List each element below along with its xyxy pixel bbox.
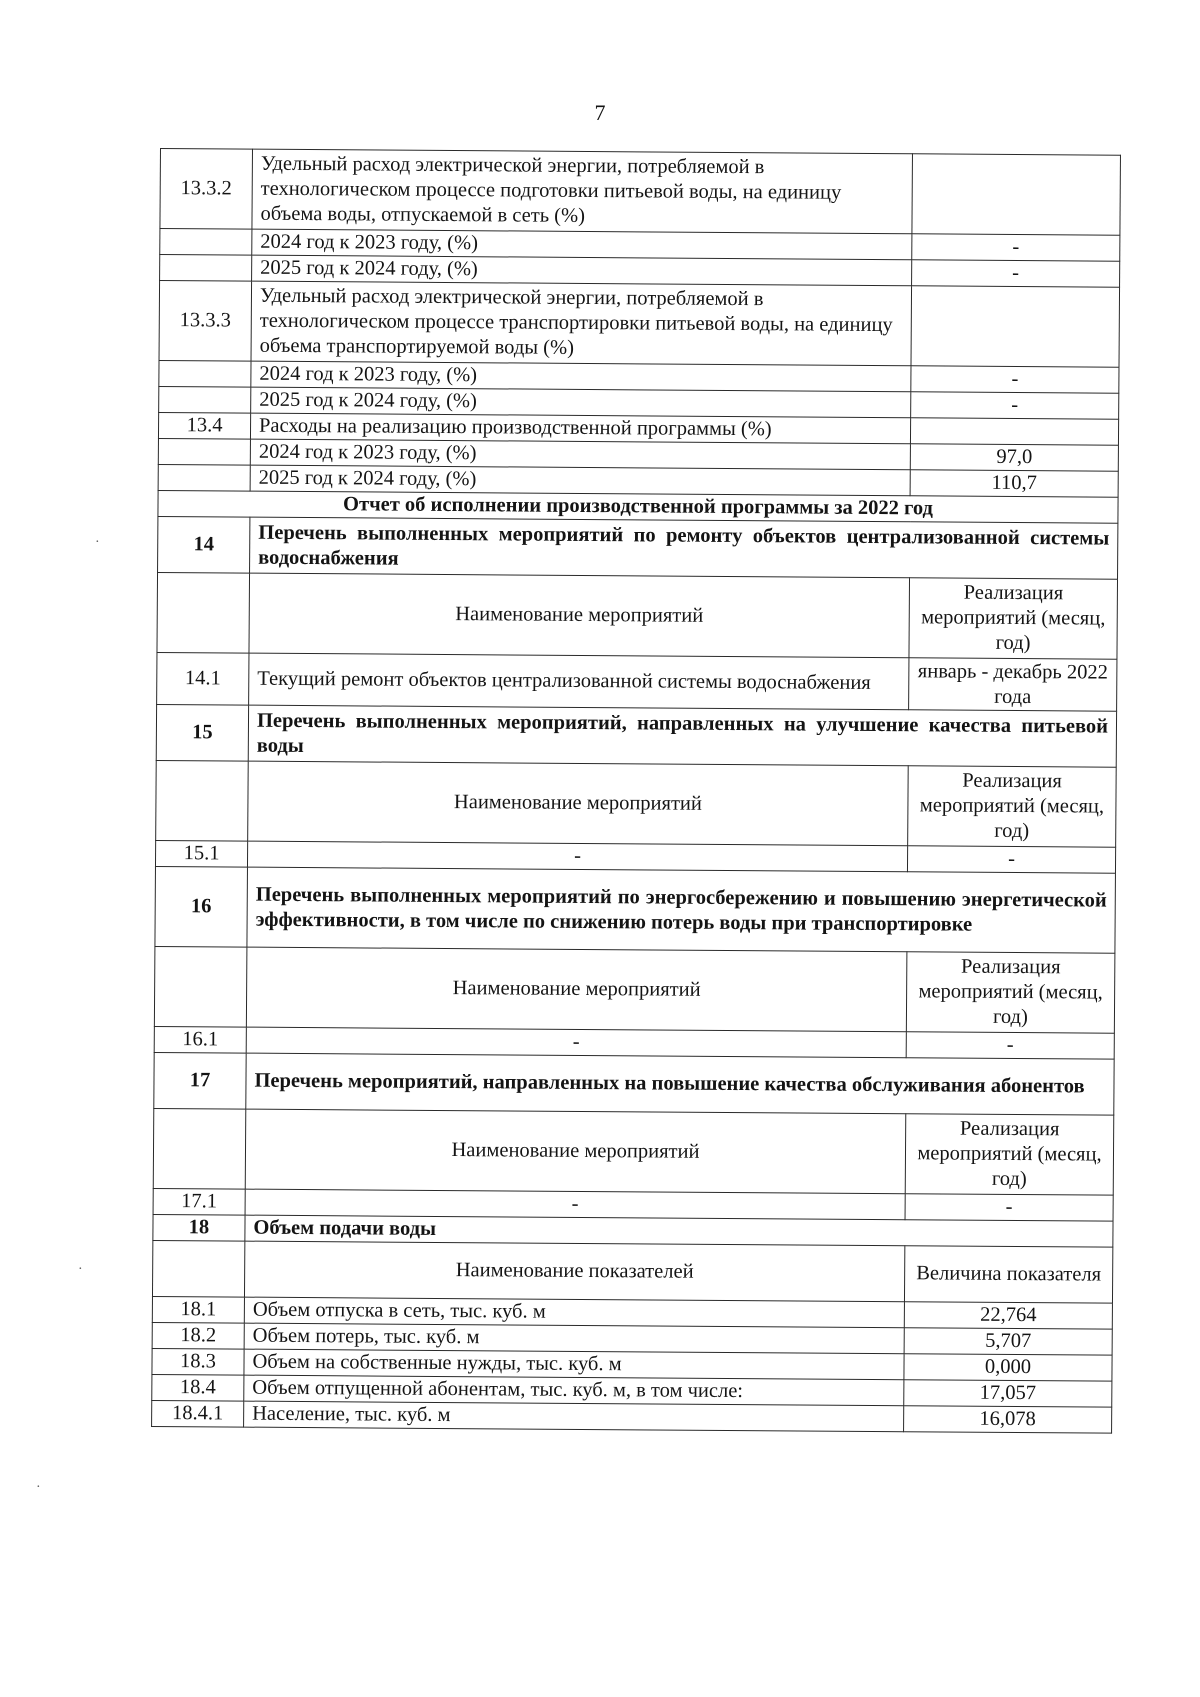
row-text: Объем отпущенной абонентам, тыс. куб. м, в том числе: [244, 1375, 904, 1406]
row-code [157, 572, 250, 653]
column-header-row [153, 1108, 1114, 1195]
row-code: 13.3.2 [160, 149, 253, 230]
table-row [159, 281, 1120, 368]
row-text: Объем потерь, тыс. куб. м [244, 1323, 904, 1354]
section-header-row [156, 704, 1116, 767]
row-text: - [246, 1027, 906, 1058]
row-text: 2024 год к 2023 году, (%) [251, 361, 911, 392]
row-code: 16.1 [154, 1026, 246, 1053]
row-value: январь - декабрь 2022 года [909, 658, 1117, 711]
column-header-row [156, 760, 1117, 847]
row-code: 15.1 [155, 840, 247, 867]
row-value [911, 286, 1120, 367]
row-code: 14.1 [157, 652, 249, 705]
row-value: - [911, 392, 1119, 419]
row-code: 18.3 [152, 1348, 244, 1375]
column-header-value: Реализация мероприятий (месяц, год) [906, 952, 1115, 1033]
column-header-name: Наименование мероприятий [246, 947, 907, 1032]
column-header-row [152, 1240, 1112, 1303]
row-code: 17.1 [153, 1188, 245, 1215]
column-header-name: Наименование показателей [244, 1241, 904, 1302]
column-header-value: Реализация мероприятий (месяц, год) [908, 766, 1117, 847]
section-code: 15 [156, 704, 248, 761]
row-text: 2024 год к 2023 году, (%) [250, 439, 910, 470]
page-number: 7 [594, 100, 606, 125]
row-text: Объем на собственные нужды, тыс. куб. м [244, 1349, 904, 1380]
row-text: Объем отпуска в сеть, тыс. куб. м [244, 1297, 904, 1328]
section-code: 18 [153, 1214, 245, 1241]
row-code: 18.4.1 [152, 1400, 244, 1427]
section-header-row [154, 1052, 1114, 1115]
row-code: 18.2 [152, 1322, 244, 1349]
column-header-name: Наименование мероприятий [245, 1109, 906, 1194]
column-header-value: Величина показателя [904, 1246, 1112, 1303]
row-value: - [906, 1032, 1114, 1059]
row-text: - [245, 1189, 905, 1220]
section-title: Перечень выполненных мероприятий по ремонту объектов централизованной системы водоснабжения [250, 517, 1118, 579]
row-value: - [905, 1194, 1113, 1221]
row-code [153, 1108, 246, 1189]
section-title: Перечень мероприятий, направленных на повышение качества обслуживания абонентов [246, 1053, 1114, 1115]
row-value: 0,000 [904, 1354, 1112, 1381]
scan-speck: · [95, 535, 100, 550]
row-value: 110,7 [910, 470, 1118, 497]
row-code [158, 438, 250, 465]
row-value: - [912, 260, 1120, 287]
row-text: 2025 год к 2024 году, (%) [251, 387, 911, 418]
row-code [152, 1240, 244, 1297]
row-text: 2025 год к 2024 году, (%) [250, 465, 910, 496]
table-row [160, 149, 1121, 236]
row-text: - [247, 841, 907, 872]
scan-speck: · [36, 1480, 41, 1495]
column-header-name: Наименование мероприятий [249, 573, 910, 658]
section-title: Перечень выполненных мероприятий по энергосбережению и повышению энергетической эффективности, в том числе по снижению потерь воды при транспортировке [247, 867, 1116, 953]
row-value [910, 418, 1118, 445]
column-header-name: Наименование мероприятий [248, 761, 909, 846]
row-code [159, 386, 251, 413]
row-text: Удельный расход электрической энергии, потребляемой в технологическом процессе подготовки питьевой воды, на единицу объема воды, отпускаемой в сеть (%) [252, 149, 913, 234]
row-text: Население, тыс. куб. м [244, 1401, 904, 1432]
row-value: 97,0 [910, 444, 1118, 471]
row-text: Удельный расход электрической энергии, потребляемой в технологическом процессе транспортировки питьевой воды, на единицу объема транспортируемой воды (%) [251, 281, 912, 366]
section-title: Перечень выполненных мероприятий, направленных на улучшение качества питьевой воды [248, 705, 1116, 767]
row-code: 13.4 [158, 412, 250, 439]
section-header-row [155, 866, 1116, 953]
row-text: 2024 год к 2023 году, (%) [252, 229, 912, 260]
section-header-row [158, 516, 1118, 579]
row-code: 18.4 [152, 1374, 244, 1401]
row-text: Текущий ремонт объектов централизованной системы водоснабжения [249, 653, 909, 710]
row-code: 13.3.3 [159, 281, 252, 362]
row-value: 5,707 [904, 1328, 1112, 1355]
indicators-table [151, 148, 1121, 1434]
row-value: 22,764 [904, 1302, 1112, 1329]
row-code [158, 464, 250, 491]
section-code: 17 [154, 1052, 246, 1109]
row-text: Расходы на реализацию производственной программы (%) [250, 413, 910, 444]
row-value: 16,078 [904, 1406, 1112, 1433]
row-value: 17,057 [904, 1380, 1112, 1407]
section-title: Объем подачи воды [245, 1215, 1113, 1247]
section-code: 14 [158, 516, 250, 573]
row-value [912, 154, 1121, 235]
table-row [152, 1400, 1112, 1433]
report-title: Отчет об исполнении производственной программы за 2022 год [158, 490, 1118, 523]
column-header-value: Реализация мероприятий (месяц, год) [905, 1114, 1114, 1195]
column-header-value: Реализация мероприятий (месяц, год) [909, 578, 1118, 659]
row-code: 18.1 [152, 1296, 244, 1323]
column-header-row [157, 572, 1118, 659]
row-code [160, 229, 252, 256]
row-code [156, 760, 249, 841]
row-text: 2025 год к 2024 году, (%) [252, 255, 912, 286]
row-value: - [907, 846, 1115, 873]
section-code: 16 [155, 866, 248, 947]
row-value: - [911, 366, 1119, 393]
row-code [160, 255, 252, 282]
row-code [159, 360, 251, 387]
table-row [157, 652, 1117, 711]
row-code [154, 946, 247, 1027]
column-header-row [154, 946, 1115, 1033]
scan-speck: · [78, 1262, 83, 1277]
row-value: - [912, 234, 1120, 261]
